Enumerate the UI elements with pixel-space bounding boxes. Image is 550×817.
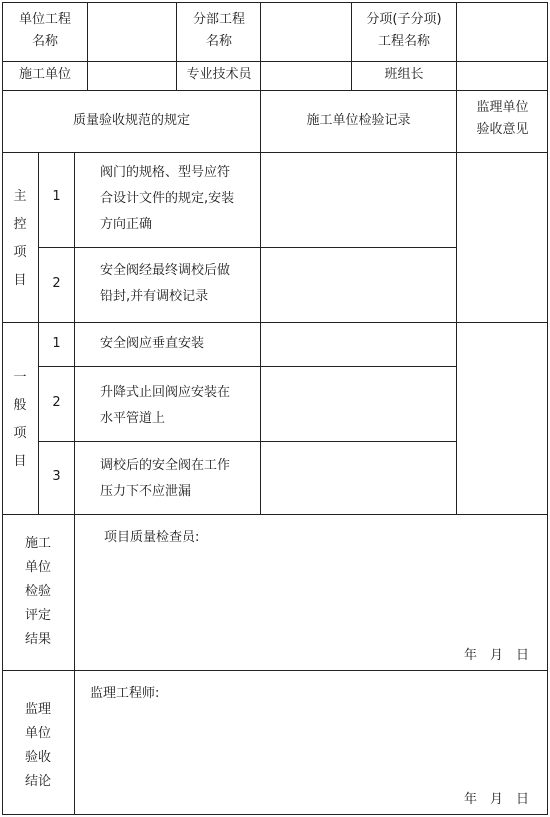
row-divider: [38, 247, 456, 248]
border-left: [2, 2, 3, 815]
col-divider: [74, 152, 75, 814]
supervision-result-date: 年 月 日: [464, 792, 530, 807]
item-requirement: 升降式止回阀应安装在 水平管道上: [100, 385, 231, 426]
technician-label: 专业技术员: [186, 67, 252, 82]
item-project-label: 分项(子分项) 工程名称: [366, 12, 442, 49]
row-divider: [2, 61, 548, 62]
row-divider: [2, 90, 548, 91]
border-right: [547, 2, 548, 815]
border-bottom: [2, 814, 548, 815]
item-number: 3: [52, 469, 61, 484]
row-divider: [38, 441, 456, 442]
item-number: 2: [52, 276, 61, 291]
item-requirement: 安全阀应垂直安装: [100, 336, 205, 351]
row-divider: [2, 152, 548, 153]
item-requirement: 安全阀经最终调校后做 铅封,并有调校记录: [100, 263, 231, 304]
supervision-result-label: 监理 单位 验收 结论: [24, 702, 51, 789]
row-divider: [2, 670, 548, 671]
item-number: 1: [52, 336, 61, 351]
col-divider: [456, 2, 457, 515]
main-control-label: 主 控 项 目: [13, 189, 27, 288]
team-leader-label: 班组长: [384, 67, 424, 82]
record-column-header: 施工单位检验记录: [306, 113, 411, 128]
construction-result-label: 施工 单位 检验 评定 结果: [24, 536, 51, 647]
row-divider: [2, 514, 548, 515]
spec-column-header: 质量验收规范的规定: [72, 113, 190, 128]
item-requirement: 调校后的安全阀在工作 压力下不应泄漏: [100, 458, 231, 499]
item-number: 1: [52, 189, 61, 204]
construction-unit-label: 施工单位: [18, 67, 71, 82]
row-divider: [2, 322, 548, 323]
item-requirement: 阀门的规格、型号应符 合设计文件的规定,安装 方向正确: [100, 165, 235, 232]
supervising-engineer-label: 监理工程师:: [90, 686, 160, 701]
col-divider: [176, 2, 177, 90]
opinion-column-header: 监理单位 验收意见: [476, 100, 529, 137]
border-top: [2, 2, 548, 3]
unit-project-label: 单位工程 名称: [18, 12, 71, 49]
col-divider: [87, 2, 88, 90]
general-items-label: 一 般 项 目: [13, 370, 27, 469]
construction-result-date: 年 月 日: [464, 648, 530, 663]
quality-inspector-label: 项目质量检查员:: [104, 530, 200, 545]
item-number: 2: [52, 395, 61, 410]
sub-project-label: 分部工程 名称: [192, 12, 245, 49]
row-divider: [38, 366, 456, 367]
